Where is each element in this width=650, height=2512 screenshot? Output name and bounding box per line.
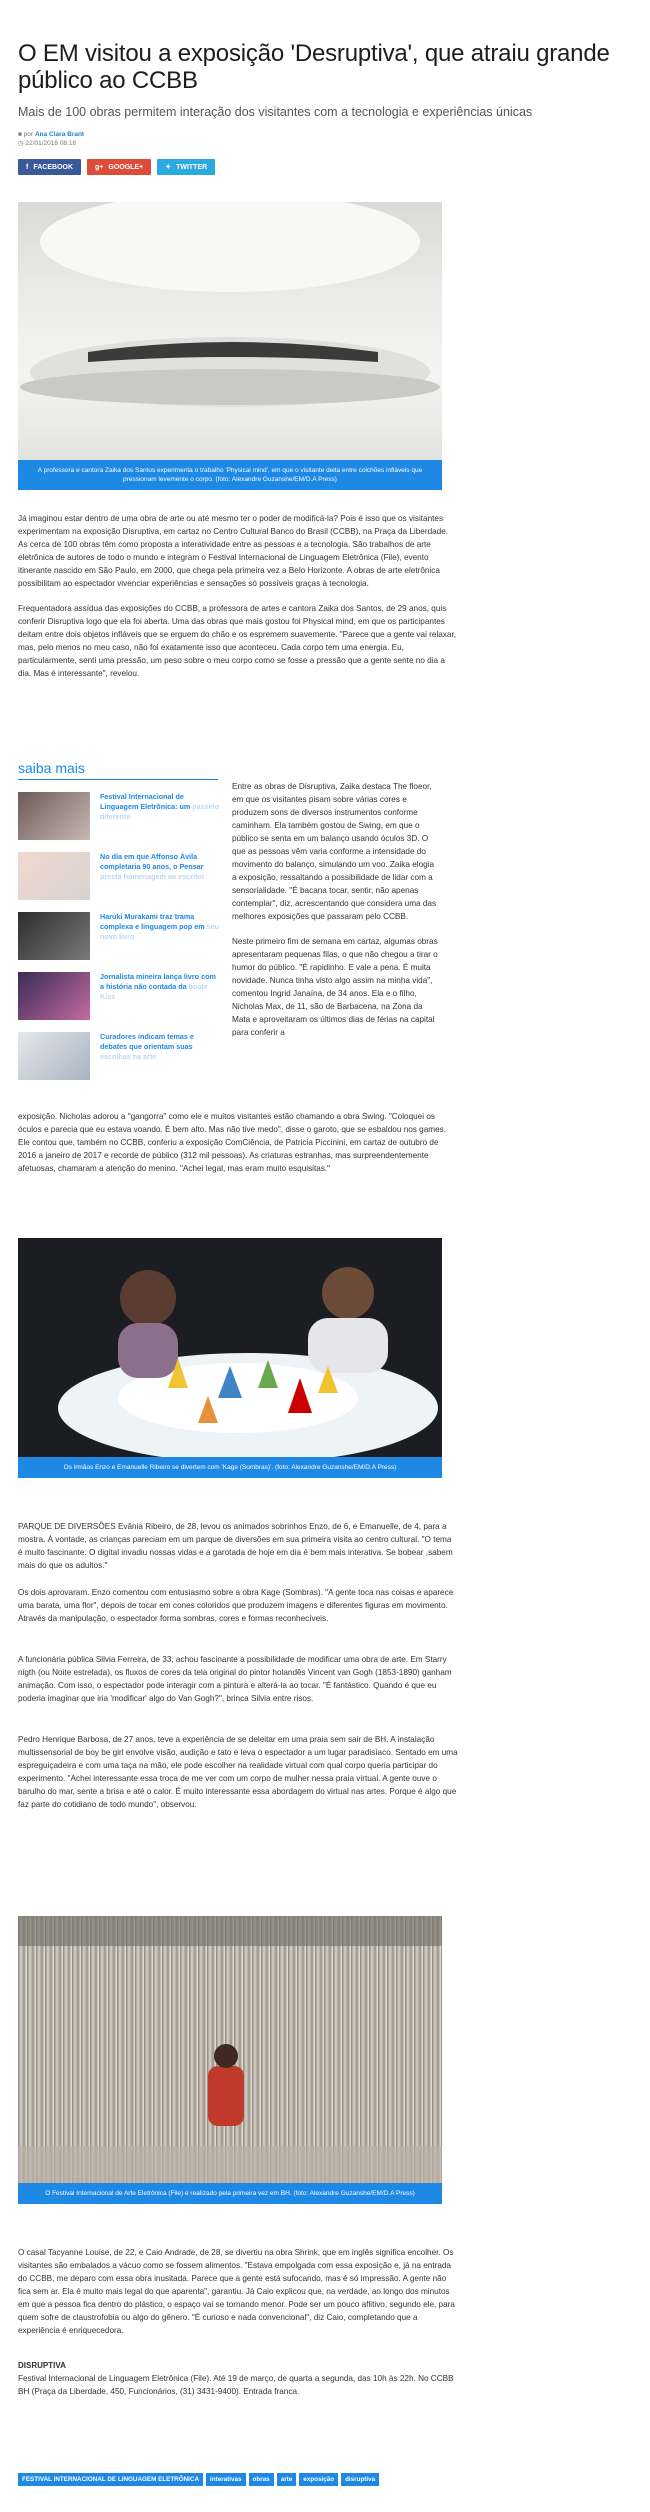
related-thumbnail	[18, 792, 90, 840]
article-title: O EM visitou a exposição 'Desruptiva', que atraiu grande público ao CCBB	[18, 40, 610, 94]
event-info-text: Festival Internacional de Linguagem Eletrônica (File). Até 19 de março, de quarta a segunda, das 10h às 22h. No CCBB BH (Praça da Liberdade, 450, Funcionários, (31) 3431-9400). Entrada franca.	[18, 2374, 454, 2396]
google-plus-icon: g+	[95, 163, 104, 171]
paragraph: Neste primeiro fim de semana em cartaz, algumas obras apresentaram pequenas filas, o que não chegou a tirar o humor do público. "É rapidinho. E vale a pena. É muita novidade. Nunca tinha visto algo assim na minha vida", comentou Ingrid Janaína, de 34 anos. Ela e o filho, Nicholas Max, de 11, são de Barbacena, na Zona da Mata e aproveitaram os últimos dias de férias na capital para conferir a	[232, 937, 438, 1037]
article-body-5	[18, 2246, 458, 2410]
related-thumbnail	[18, 852, 90, 900]
author-link[interactable]: Ana Clara Brant	[34, 131, 85, 138]
article-body-1	[18, 512, 458, 692]
photo-caption: O Festival Internacional de Arte Eletrônica (File) é realizado pela primeira vez em BH. (foto: Alexandre Guzanshe/EM/D.A Press)	[18, 2183, 442, 2204]
tag[interactable]: interativas	[206, 2473, 246, 2486]
twitter-icon: ✦	[165, 164, 172, 171]
photo-caption: A professora e cantora Zaika dos Santos experimenta o trabalho 'Physical mind', em que o visitante deita entre colchões infláveis que pressionam levemente o corpo. (foto: Alexandre Guzanshe/EM/D.A Press)	[18, 460, 442, 490]
related-title: No dia em que Affonso Ávila completaria 90 anos, o Pensar	[100, 852, 204, 871]
related-title: Curadores indicam temas e debates que orientam suas	[100, 1032, 194, 1051]
related-item[interactable]: No dia em que Affonso Ávila completaria 90 anos, o Pensar presta homenagem ao escritor	[18, 852, 228, 900]
related-thumbnail	[18, 1032, 90, 1080]
paragraph: exposição. Nicholas adorou a "gangorra" como ele e muitos visitantes estão chamando a obra Swing. "Coloquei os óculos e parecia que eu estava voando. É bem alto. Mas não tive medo", disse o garoto, que se esbaldou nos games. Ele contou que, também no CCBB, conferiu a exposição ComCiência, de Patricia Piccinini, em cartaz de outubro de 2016 a janeiro de 2017 e recorde de público (312 mil pessoas). As criaturas estranhas, mas surpreendentemente afetuosas, chamaram a atenção do menino. "Achei legal, mas eram muito esquisitas."	[18, 1112, 447, 1173]
share-bar	[18, 159, 630, 175]
related-title: Festival Internacional de Linguagem Eletrônica: um	[100, 792, 191, 811]
photo-festival-image	[18, 1916, 442, 2204]
saiba-mais-box	[18, 760, 228, 1080]
related-item[interactable]: Haruki Murakami traz trama complexa e linguagem pop em seu novo livro	[18, 912, 228, 960]
paragraph: O casal Tacyanne Louise, de 22, e Caio Andrade, de 28, se divertiu na obra Shrink, que em inglês significa encolher. Os visitantes são embalados a vácuo como se fossem alimentos. "Estava empolgada com essa exposição e, já na entrada do CCBB, me deparo com essa obra inusitada. Parece que a gente está sufocando, mas é só impressão. A gente não fica sem ar. Ela é muito mais legal do que aparenta", garantiu. Já Caio explicou que, na verdade, ao longo dos minutos em que a pessoa fica dentro do plástico, o espaço vai se tornando menor. Pode ser um pouco aflitivo, segundo ele, para quem sofre de claustrofobia ou algo do gênero. "É curioso e nada convencional", diz Caio, completando que a experiência é enriquecedora.	[18, 2248, 455, 2335]
photo-physical-mind	[18, 202, 442, 490]
facebook-icon: f	[26, 163, 29, 171]
paragraph: Os dois aprovaram. Enzo comentou com entusiasmo sobre a obra Kage (Sombras). "A gente toca nas coisas e aparece uma barata, uma flor", depois de tocar em cones coloridos que produzem imagens e diferentes figuras em movimento. Através da manipulação, o espectador forma sombras, cores e formas reconhecíveis.	[18, 1588, 454, 1623]
photo-festival	[18, 1916, 442, 2204]
related-thumbnail	[18, 912, 90, 960]
publish-date: 22/01/2018 08:18	[25, 140, 77, 147]
tag[interactable]: exposição	[299, 2473, 338, 2486]
tag-list	[18, 2473, 379, 2486]
byline	[18, 130, 630, 148]
tag[interactable]: FESTIVAL INTERNACIONAL DE LINGUAGEM ELETRÔNICA	[18, 2473, 203, 2486]
twitter-share-button[interactable]: ✦ TWITTER	[157, 159, 215, 175]
paragraph: Entre as obras de Disruptiva, Zaika destaca The floeor, em que os visitantes pisam sobre várias cores e produzem sons de diversos instrumentos conforme caminham. Ela também gostou de Swing, em que o público se senta em um balanço usando óculos 3D. O que as pessoas vêm varia conforme a intensidade do movimento do balanço, simulando um voo. Zaika elogia a exposição, ressaltando a possibilidade de lidar com a sensorialidade. "É bacana tocar, sentir, não apenas contemplar", diz, acrescentando que considera uma das melhores exposições que passaram pelo CCBB.	[232, 782, 437, 921]
tag[interactable]: disruptiva	[341, 2473, 379, 2486]
tag[interactable]: arte	[277, 2473, 297, 2486]
article-subtitle: Mais de 100 obras permitem interação dos visitantes com a tecnologia e experiências únicas	[18, 105, 533, 119]
clock-icon: ◷	[18, 140, 24, 147]
related-title: Haruki Murakami traz trama complexa e linguagem pop em	[100, 912, 205, 931]
photo-kage-image	[18, 1238, 442, 1478]
photo-caption: Os irmãos Enzo e Emanuelle Ribeiro se divertem com 'Kage (Sombras)'. (foto: Alexandre Guzanshe/EM/D.A Press)	[18, 1457, 442, 1478]
article	[18, 0, 630, 175]
google-plus-share-button[interactable]: g+ GOOGLE+	[87, 159, 151, 175]
article-body-4	[18, 1520, 458, 1823]
paragraph: Pedro Henrique Barbosa, de 27 anos, teve a experiência de se deleitar em uma praia sem sair de BH. A instalação multissensorial de boy be girl envolve visão, audição e tato e leva o espectador a um lugar paradisíaco. Sentado em uma espreguiçadeira e com uma taça na mão, ele pode escolher na realidade virtual com qual corpo queria participar do experimento. "Achei interessante essa troca de me ver com um corpo de mulher nessa praia virtual. A gente ouve o barulho do mar, sente a brisa e até o calor. É muito interessante essa abordagem do virtual nas artes. Porque é algo que faz parte do cotidiano de todo mundo", observou.	[18, 1735, 458, 1809]
photo-kage	[18, 1238, 442, 1478]
author-icon: ■	[18, 131, 22, 138]
photo-physical-mind-image	[18, 202, 442, 490]
related-item[interactable]: Jornalista mineira lança livro com a história não contada da boate Kiss	[18, 972, 228, 1020]
tag[interactable]: obras	[249, 2473, 274, 2486]
related-item[interactable]: Festival Internacional de Linguagem Eletrônica: um passeio diferente	[18, 792, 228, 840]
related-title: Jornalista mineira lança livro com a história não contada da	[100, 972, 216, 991]
saiba-mais-heading: saiba mais	[18, 760, 218, 780]
event-info-heading: DISRUPTIVA	[18, 2361, 66, 2370]
facebook-share-button[interactable]: f FACEBOOK	[18, 159, 81, 175]
article-body-3	[18, 1110, 458, 1187]
author-prefix: por	[23, 131, 34, 138]
paragraph: Frequentadora assídua das exposições do CCBB, a professora de artes e cantora Zaika dos Santos, de 29 anos, quis conferir Disruptiva logo que ela foi aberta. Uma das obras que mais gostou foi Physical mind, em que os participantes deitam entre dois objetos infláveis que se erguem do chão e os espremem suavemente. "Parece que a gente vai relaxar, mas, pelo menos no meu caso, não foi exatamente isso que aconteceu. Cada corpo tem uma energia. Eu, particularmente, senti uma pressão, um peso sobre o meu corpo como se fosse a pressão que a gente sente no dia a dia. Mas é interessante", revelou.	[18, 604, 457, 678]
related-item[interactable]: Curadores indicam temas e debates que orientam suas escolhas na arte	[18, 1032, 228, 1080]
paragraph: A funcionária pública Silvia Ferreira, de 33, achou fascinante a possibilidade de modificar uma obra de arte. Em Starry nigth (ou Noite estrelada), os fluxos de cores da tela original do pintor holandês Vincent van Gogh (1853-1890) ganham animação. Com isso, o espectador pode interagir com a pintura e alterá-la ao tocar. "É fantástico. Quando é que eu poderia imaginar que iria 'modificar' algo do Van Gogh?", brinca Silvia entre risos.	[18, 1655, 452, 1703]
related-thumbnail	[18, 972, 90, 1020]
paragraph: Já imaginou estar dentro de uma obra de arte ou até mesmo ter o poder de modificá-la? Pois é isso que os visitantes experimentam na exposição Disruptiva, em cartaz no Centro Cultural Banco do Brasil (CCBB), na Praça da Liberdade. As cerca de 100 obras têm como proposta a interatividade entre as pessoas e a tecnologia. São trabalhos de arte eletrônica de autores de todo o mundo e integram o Festival Internacional de Linguagem Eletrônica (File), evento itinerante nascido em São Paulo, em 2000, que chega pela primeira vez a Belo Horizonte. A obras de arte eletrônica possibilitam ao espectador vivenciar experiências e sensações só possíveis graças à tecnologia.	[18, 514, 449, 588]
article-body-2	[232, 780, 440, 1039]
paragraph: PARQUE DE DIVERSÕES Evânia Ribeiro, de 28, levou os animados sobrinhos Enzo, de 6, e Emanuelle, de 4, para a mostra. À vontade, as crianças pareciam em um parque de diversões em sua primeira visita ao centro cultural. "O tema é muito fascinante. O digital invadiu nossas vidas e a garotada de hoje em dia é bem mais interativa. Se bobear ,sabem mais do que os adultos."	[18, 1522, 453, 1570]
